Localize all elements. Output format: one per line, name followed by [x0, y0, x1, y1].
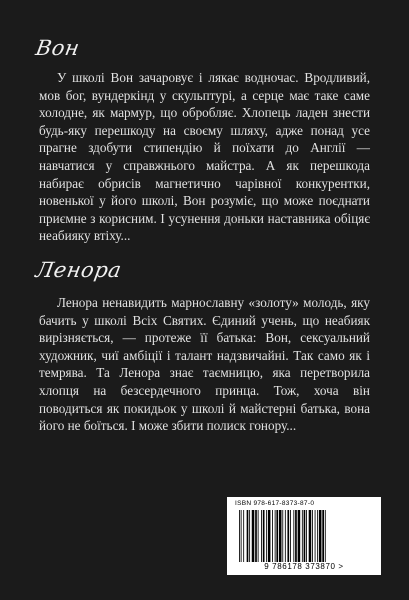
barcode-number: 9 786178 373870 > [264, 562, 344, 571]
section-heading-lenora: Ленора [33, 258, 124, 282]
barcode-icon [239, 510, 369, 562]
section-text-lenora: Ленора ненавидить марнославну «золоту» молодь, яку бачить у школі Всіх Святих. Єдиний учень, що неабияк вирізняється, — протеже її батька: Вон, сексуальний художник, чиї амбіції і талант надзвичайні. Так само як і темрява. Та Ленора знає таємницю, яка перетворила хлопця на безсердечного принца. Тож, хоча він поводиться як покидьок у школі й майстерні батька, вона його не боїться. І може збити полиск гонору... [39, 295, 370, 434]
section-text-von: У школі Вон зачаровує і лякає водночас. Вродливий, мов бог, вундеркінд у скульптурі, а серце має таке саме холодне, як мармур, що обробляє. Хлопець ладен знести будь-яку перешкоду на своєму шляху, адже понад усе прагне здобути стипендію й поїхати до Англії — навчатися у справжнього майстра. А як перешкода набирає обрисів магнетично чарівної конкурентки, новенької у його школі, Вон розуміє, що може поєднати приємне з корисним. І усунення доньки наставника обіцяє неабияку втіху... [39, 70, 370, 244]
isbn-text: ISBN 978-617-8373-87-0 [235, 500, 315, 507]
section-heading-von: Вон [33, 36, 82, 60]
barcode-label [227, 497, 381, 575]
